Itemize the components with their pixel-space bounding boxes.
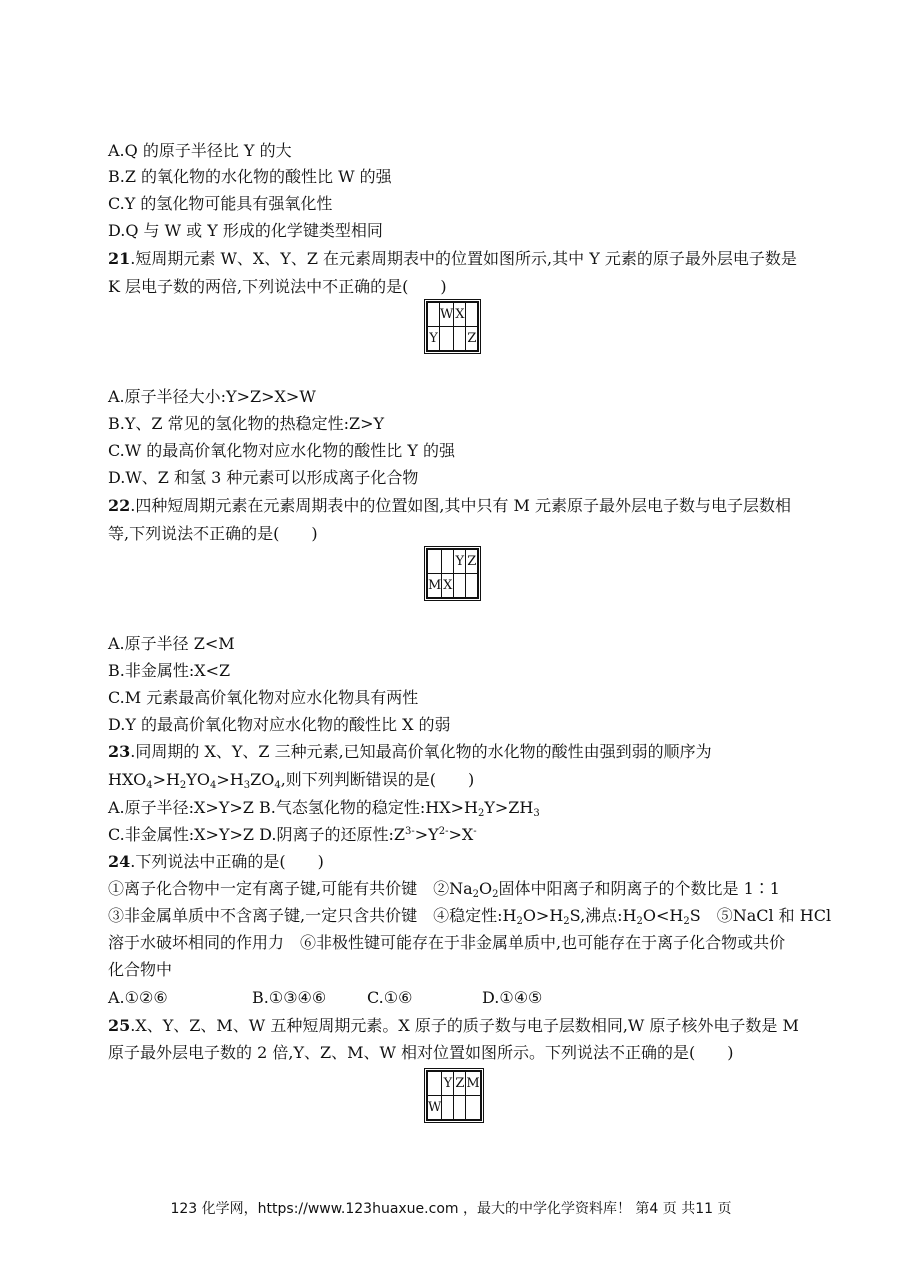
q24-option-b: B.①③④⑥ [252, 988, 327, 1007]
q21-number: 21 [108, 249, 131, 268]
q24-option-d: D.①④⑤ [482, 988, 543, 1007]
grid-cell: X [454, 303, 466, 327]
grid-cell [466, 303, 478, 327]
q21-option-b: B.Y、Z 常见的氢化物的热稳定性:Z>Y [108, 414, 385, 433]
grid-cell: Z [466, 327, 478, 351]
grid-cell [442, 550, 454, 574]
q23-number: 23 [108, 742, 131, 761]
q23-options-ab: A.原子半径:X>Y>Z B.气态氢化物的稳定性$:HX>H_2Y>ZH_3$ [108, 798, 540, 819]
q24-stem: 24.下列说法中正确的是( ) [108, 852, 324, 871]
q21-option-d: D.W、Z 和氢 3 种元素可以形成离子化合物 [108, 468, 419, 487]
q25-stem-line-1: 25.X、Y、Z、M、W 五种短周期元素。X 原子的质子数与电子层数相同,W 原子核外电子数是 M [108, 1016, 799, 1035]
q20-option-c: C.Y 的氢化物可能具有强氧化性 [108, 194, 333, 213]
grid-cell [428, 1072, 442, 1096]
q23-options-cd: C.非金属性:X>Y>Z D.阴离子的还原性$:Z^{3-}>Y^{2-}>X^-$ [108, 825, 477, 844]
q21-stem-line-2: K 层电子数的两倍,下列说法中不正确的是( ) [108, 277, 447, 296]
page-footer: 123 化学网，https://www.123huaxue.com ，最大的中学化学资料库！ 第4 页 共11 页 [170, 1201, 732, 1217]
q21-stem-line-1: 21.短周期元素 W、X、Y、Z 在元素周期表中的位置如图所示,其中 Y 元素的原子最外层电子数是 [108, 249, 797, 268]
grid-cell [428, 550, 442, 574]
q22-number: 22 [108, 496, 131, 515]
grid-cell [428, 303, 440, 327]
q25-number: 25 [108, 1016, 131, 1035]
grid-cell: M [466, 1072, 480, 1096]
grid-cell [454, 327, 466, 351]
grid-cell: M [428, 574, 442, 598]
acid-formula: HXO [108, 770, 147, 789]
q22-stem-line-2: 等,下列说法不正确的是( ) [108, 524, 318, 543]
q22-periodic-table-grid [424, 546, 481, 601]
grid-cell: W [428, 1096, 442, 1120]
q24-option-a: A.①②⑥ [108, 988, 168, 1007]
grid-cell [440, 327, 454, 351]
grid-cell: Y [442, 1072, 454, 1096]
q21-option-a: A.原子半径大小:Y>Z>X>W [108, 387, 316, 406]
q22-option-d: D.Y 的最高价氧化物对应水化物的酸性比 X 的弱 [108, 715, 451, 734]
grid-cell: X [442, 574, 454, 598]
grid-cell [466, 574, 478, 598]
q24-statement-line-1: ①离子化合物中一定有离子键,可能有共价键 $②Na_2O_2$固体中阳离子和阴离子的个数比是 1∶1 [108, 879, 780, 900]
q22-stem-line-1: 22.四种短周期元素在元素周期表中的位置如图,其中只有 M 元素原子最外层电子数与电子层数相 [108, 496, 791, 515]
q20-option-b: B.Z 的氧化物的水化物的酸性比 W 的强 [108, 167, 392, 186]
q20-option-d: D.Q 与 W 或 Y 形成的化学键类型相同 [108, 221, 383, 240]
q22-option-a: A.原子半径 Z<M [108, 634, 235, 653]
q22-option-c: C.M 元素最高价氧化物对应水化物具有两性 [108, 688, 419, 707]
q21-option-c: C.W 的最高价氧化物对应水化物的酸性比 Y 的强 [108, 441, 456, 460]
q24-number: 24 [108, 852, 131, 871]
q23-stem-line-1: 23.同周期的 X、Y、Z 三种元素,已知最高价氧化物的水化物的酸性由强到弱的顺序为 [108, 742, 712, 761]
q24-statement-line-3: 溶于水破坏相同的作用力 ⑥非极性键可能存在于非金属单质中,也可能存在于离子化合物或共价 [108, 933, 786, 952]
q23-stem-line-2: $HXO_4>H_2YO_4>H_3ZO_4$,则下列判断错误的是( ) [108, 770, 475, 791]
q25-periodic-table-grid [424, 1068, 484, 1123]
grid-cell: Z [454, 1072, 466, 1096]
grid-cell [466, 1096, 480, 1120]
grid-cell [442, 1096, 454, 1120]
q25-stem-line-2: 原子最外层电子数的 2 倍,Y、Z、M、W 相对位置如图所示。下列说法不正确的是( ) [108, 1043, 734, 1062]
q22-option-b: B.非金属性:X<Z [108, 661, 231, 680]
grid-cell: W [440, 303, 454, 327]
grid-cell: Z [466, 550, 478, 574]
q24-statement-line-2: ③非金属单质中不含离子键,一定只含共价键 ④稳定性$:H_2O>H_2S$,沸点$:H_2O<H_2S$ ⑤NaCl 和 HCl [108, 906, 832, 927]
grid-cell: Y [428, 327, 440, 351]
grid-cell: Y [454, 550, 466, 574]
q24-option-c: C.①⑥ [367, 988, 413, 1007]
q21-periodic-table-grid [424, 299, 481, 354]
grid-cell [454, 1096, 466, 1120]
q20-option-a: A.Q 的原子半径比 Y 的大 [108, 141, 292, 160]
q24-statement-line-4: 化合物中 [108, 960, 173, 979]
grid-cell [454, 574, 466, 598]
